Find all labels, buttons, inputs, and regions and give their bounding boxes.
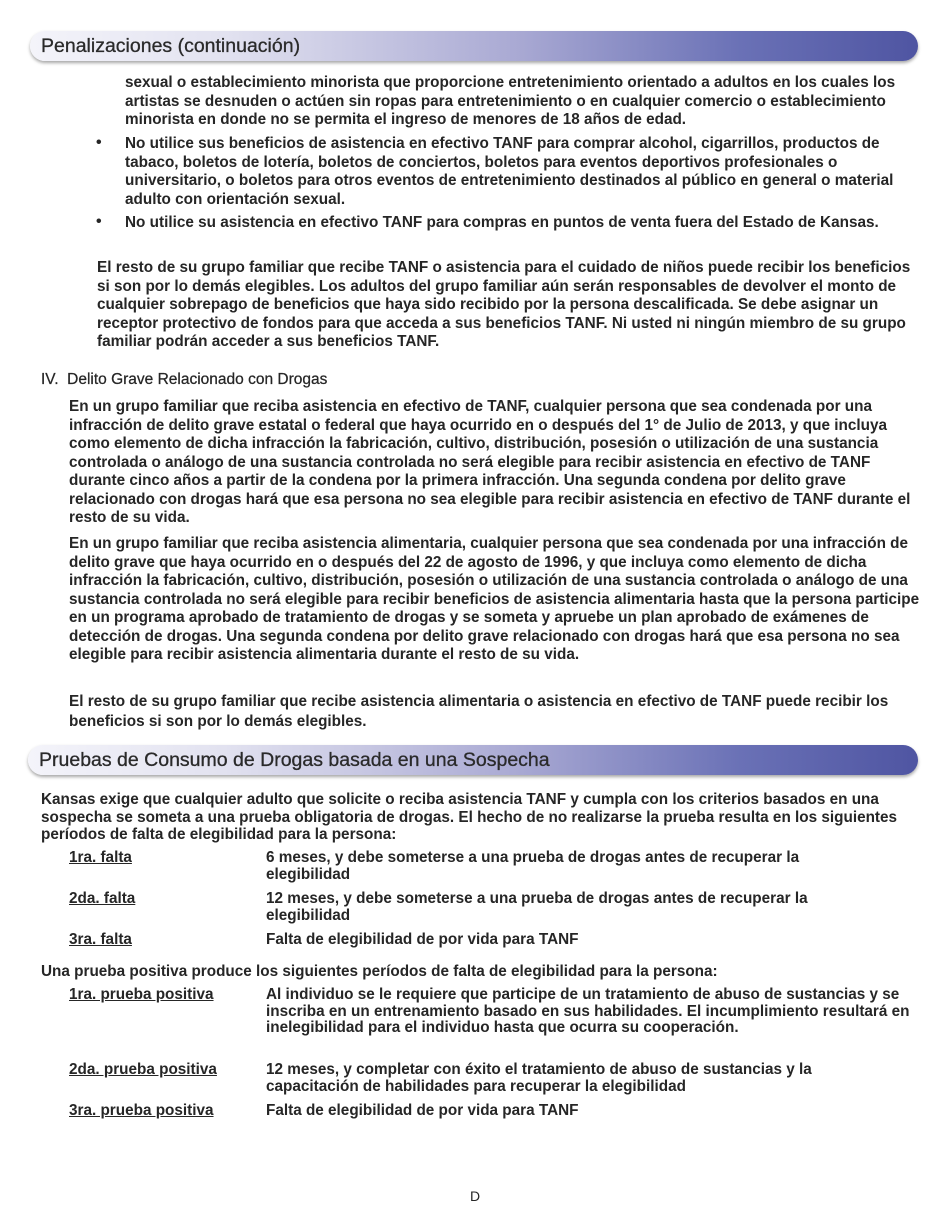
subsection-title: Delito Grave Relacionado con Drogas bbox=[67, 371, 328, 388]
failure-definition: 6 meses, y debe someterse a una prueba de drogas antes de recuperar la elegibilidad bbox=[266, 849, 800, 883]
failure-term: 1ra. falta bbox=[69, 849, 132, 866]
bullet-marker: • bbox=[96, 134, 102, 151]
positive-definition: Falta de elegibilidad de por vida para TANF bbox=[266, 1102, 579, 1119]
section-banner-penalizaciones bbox=[30, 31, 918, 61]
positive-term: 1ra. prueba positiva bbox=[69, 986, 214, 1003]
failure-definition: Falta de elegibilidad de por vida para TANF bbox=[266, 931, 579, 948]
bullet-marker: • bbox=[96, 213, 102, 230]
positive-term: 3ra. prueba positiva bbox=[69, 1102, 214, 1119]
paragraph-tanf-felony: En un grupo familiar que reciba asistencia en efectivo de TANF, cualquier persona que sea condenada por una infracción de delito grave estatal o federal que haya ocurrido en o después del 1° de Julio de 2013, y que incluya como elemento de dicha infracción la fabricación, cultivo, distribución, posesión o utilización de una sustancia controlada o análogo de una sustancia controlada no será elegible para recibir asistencia en efectivo de TANF durante cinco años a partir de la condena por la primera infracción. Una segunda condena por delito grave relacionado con drogas hará que esa persona no sea elegible para recibir asistencia en efectivo de TANF durante el resto de su vida. bbox=[69, 398, 911, 526]
paragraph-remaining-eligible: El resto de su grupo familiar que recibe asistencia alimentaria o asistencia en efectivo de TANF puede recibir los beneficios si son por lo demás elegibles. bbox=[69, 693, 889, 730]
failure-term: 3ra. falta bbox=[69, 931, 132, 948]
section-title: Pruebas de Consumo de Drogas basada en una Sospecha bbox=[39, 749, 550, 771]
subsection-number: IV. bbox=[41, 371, 59, 388]
remaining-household-paragraph: El resto de su grupo familiar que recibe TANF o asistencia para el cuidado de niños puede recibir los beneficios si son por lo demás elegibles. Los adultos del grupo familiar aún serán responsables de devolver el monto de cualquier sobrepago de beneficios que haya sido recibido por la persona descalificada. Se debe asignar un receptor protectivo de fondos para que acceda a sus beneficios TANF. Ni usted ni ningún miembro de su grupo familiar podrán acceder a sus beneficios TANF. bbox=[97, 259, 911, 350]
bullet-item: No utilice su asistencia en efectivo TANF para compras en puntos de venta fuera del Estado de Kansas. bbox=[125, 214, 879, 231]
failure-definition: 12 meses, y debe someterse a una prueba de drogas antes de recuperar la elegibilidad bbox=[266, 890, 808, 924]
positive-term: 2da. prueba positiva bbox=[69, 1061, 217, 1078]
failure-term: 2da. falta bbox=[69, 890, 136, 907]
positive-definition: 12 meses, y completar con éxito el tratamiento de abuso de sustancias y la capacitación de habilidades para recuperar la elegibilidad bbox=[266, 1061, 812, 1095]
positive-test-intro: Una prueba positiva produce los siguientes períodos de falta de elegibilidad para la persona: bbox=[41, 963, 718, 980]
drug-testing-intro: Kansas exige que cualquier adulto que solicite o reciba asistencia TANF y cumpla con los criterios basados en una sospecha se someta a una prueba obligatoria de drogas. El hecho de no realizarse la prueba resulta en los siguientes períodos de falta de elegibilidad para la persona: bbox=[41, 791, 898, 843]
subsection-heading bbox=[41, 371, 327, 389]
page-number: D bbox=[469, 1188, 481, 1204]
section-banner-pruebas bbox=[28, 745, 918, 775]
bullet-item: No utilice sus beneficios de asistencia en efectivo TANF para comprar alcohol, cigarrillos, productos de tabaco, boletos de lotería, boletos de conciertos, boletos para eventos deportivos profesionales o universitario, o boletos para otros eventos de entretenimiento destinados al público en general o material adulto con orientación sexual. bbox=[125, 135, 894, 208]
paragraph-food-felony: En un grupo familiar que reciba asistencia alimentaria, cualquier persona que sea condenada por una infracción de delito grave que haya ocurrido en o después del 22 de agosto de 1996, y que incluya como elemento de dicha infracción la fabricación, cultivo, distribución, posesión o utilización de una sustancia controlada o análogo de una sustancia controlada no será elegible para recibir beneficios de asistencia alimentaria hasta que la persona participe en un programa aprobado de tratamiento de drogas y se someta y apruebe un plan aprobado de exámenes de detección de drogas. Una segunda condena por delito grave relacionado con drogas hará que esa persona no sea elegible para recibir asistencia alimentaria durante el resto de su vida. bbox=[69, 535, 920, 663]
continuation-paragraph: sexual o establecimiento minorista que proporcione entretenimiento orientado a adultos en los cuales los artistas se desnuden o actúen sin ropas para entretenimiento o en cualquier comercio o establecimiento minorista en donde no se permita el ingreso de menores de 18 años de edad. bbox=[125, 74, 896, 128]
positive-definition: Al individuo se le requiere que participe de un tratamiento de abuso de sustancias y se inscriba en un entrenamiento basado en sus habilidades. El incumplimiento resultará en inelegibilidad para el individuo hasta que ocurra su cooperación. bbox=[266, 986, 910, 1036]
section-title: Penalizaciones (continuación) bbox=[41, 35, 301, 57]
